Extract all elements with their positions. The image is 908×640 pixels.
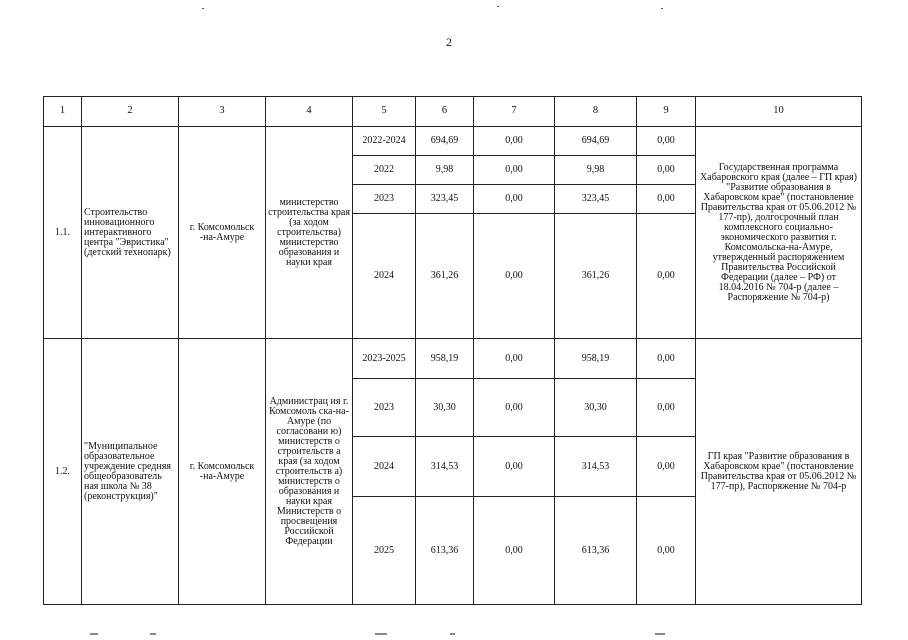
- object-name: "Муниципальное образовательное учреждение средняя общеобразователь ная школа № 38 (реконструкция)": [82, 339, 179, 605]
- amount-total: 314,53: [416, 437, 474, 497]
- executor: Администрац ия г. Комсомоль ска-на-Амуре (по согласовани ю) министерств о строительств а края (за ходом строительств а) министерств о образования и науки края Министерств о просвещения Российской Федерации: [266, 339, 353, 605]
- amount-regional: 323,45: [555, 185, 637, 214]
- amount-local: 0,00: [637, 214, 696, 339]
- amount-total: 694,69: [416, 127, 474, 156]
- city: г. Комсомольск -на-Амуре: [179, 339, 266, 605]
- amount-federal: 0,00: [474, 185, 555, 214]
- header-cell: 6: [416, 97, 474, 127]
- row-number: 1.2.: [44, 339, 82, 605]
- amount-local: 0,00: [637, 437, 696, 497]
- amount-local: 0,00: [637, 339, 696, 379]
- period-year: 2022: [353, 156, 416, 185]
- header-cell: 5: [353, 97, 416, 127]
- period-year: 2023-2025: [353, 339, 416, 379]
- basis-document: Государственная программа Хабаровского края (далее – ГП края) "Развитие образования в Хабаровском крае" (постановление Правительства края от 05.06.2012 № 177-пр), долгосрочный план комплексного социально-экономического развития г. Комсомольска-на-Амуре, утвержденный распоряжением Правительства Российской Федерации (далее – РФ) от 18.04.2016 № 704-р (далее – Распоряжение № 704-р): [696, 127, 862, 339]
- period-year: 2023: [353, 185, 416, 214]
- amount-total: 613,36: [416, 497, 474, 605]
- object-name: Строительство инновационного интерактивного центра "Эвристика" (детский технопарк): [82, 127, 179, 339]
- amount-total: 9,98: [416, 156, 474, 185]
- amount-federal: 0,00: [474, 339, 555, 379]
- amount-regional: 9,98: [555, 156, 637, 185]
- amount-total: 323,45: [416, 185, 474, 214]
- amount-regional: 694,69: [555, 127, 637, 156]
- basis-document: ГП края "Развитие образования в Хабаровском крае" (постановление Правительства края от 05.06.2012 № 177-пр), Распоряжение № 704-р: [696, 339, 862, 605]
- header-cell: 10: [696, 97, 862, 127]
- amount-regional: 361,26: [555, 214, 637, 339]
- amount-local: 0,00: [637, 156, 696, 185]
- amount-local: 0,00: [637, 379, 696, 437]
- program-table: [43, 96, 862, 605]
- header-cell: 4: [266, 97, 353, 127]
- amount-regional: 30,30: [555, 379, 637, 437]
- amount-federal: 0,00: [474, 379, 555, 437]
- amount-regional: 314,53: [555, 437, 637, 497]
- amount-regional: 613,36: [555, 497, 637, 605]
- period-year: 2022-2024: [353, 127, 416, 156]
- amount-total: 958,19: [416, 339, 474, 379]
- amount-regional: 958,19: [555, 339, 637, 379]
- amount-total: 361,26: [416, 214, 474, 339]
- amount-federal: 0,00: [474, 156, 555, 185]
- table-row: [44, 127, 862, 156]
- amount-federal: 0,00: [474, 214, 555, 339]
- scan-artifact: [497, 6, 499, 7]
- city: г. Комсомольск -на-Амуре: [179, 127, 266, 339]
- amount-local: 0,00: [637, 497, 696, 605]
- amount-local: 0,00: [637, 127, 696, 156]
- row-number: 1.1.: [44, 127, 82, 339]
- table-row: [44, 339, 862, 379]
- header-cell: 2: [82, 97, 179, 127]
- header-cell: 8: [555, 97, 637, 127]
- period-year: 2025: [353, 497, 416, 605]
- period-year: 2023: [353, 379, 416, 437]
- period-year: 2024: [353, 437, 416, 497]
- page-number: 2: [446, 35, 452, 49]
- amount-federal: 0,00: [474, 437, 555, 497]
- period-year: 2024: [353, 214, 416, 339]
- amount-federal: 0,00: [474, 497, 555, 605]
- amount-federal: 0,00: [474, 127, 555, 156]
- header-cell: 7: [474, 97, 555, 127]
- amount-total: 30,30: [416, 379, 474, 437]
- header-cell: 3: [179, 97, 266, 127]
- scan-artifact: [202, 8, 204, 9]
- header-cell: 9: [637, 97, 696, 127]
- header-cell: 1: [44, 97, 82, 127]
- executor: министерство строительства края (за ходом строительства) министерство образования и науки края: [266, 127, 353, 339]
- header-row: [44, 97, 862, 127]
- scan-artifact: [661, 8, 663, 9]
- scan-artifact: [90, 630, 810, 640]
- amount-local: 0,00: [637, 185, 696, 214]
